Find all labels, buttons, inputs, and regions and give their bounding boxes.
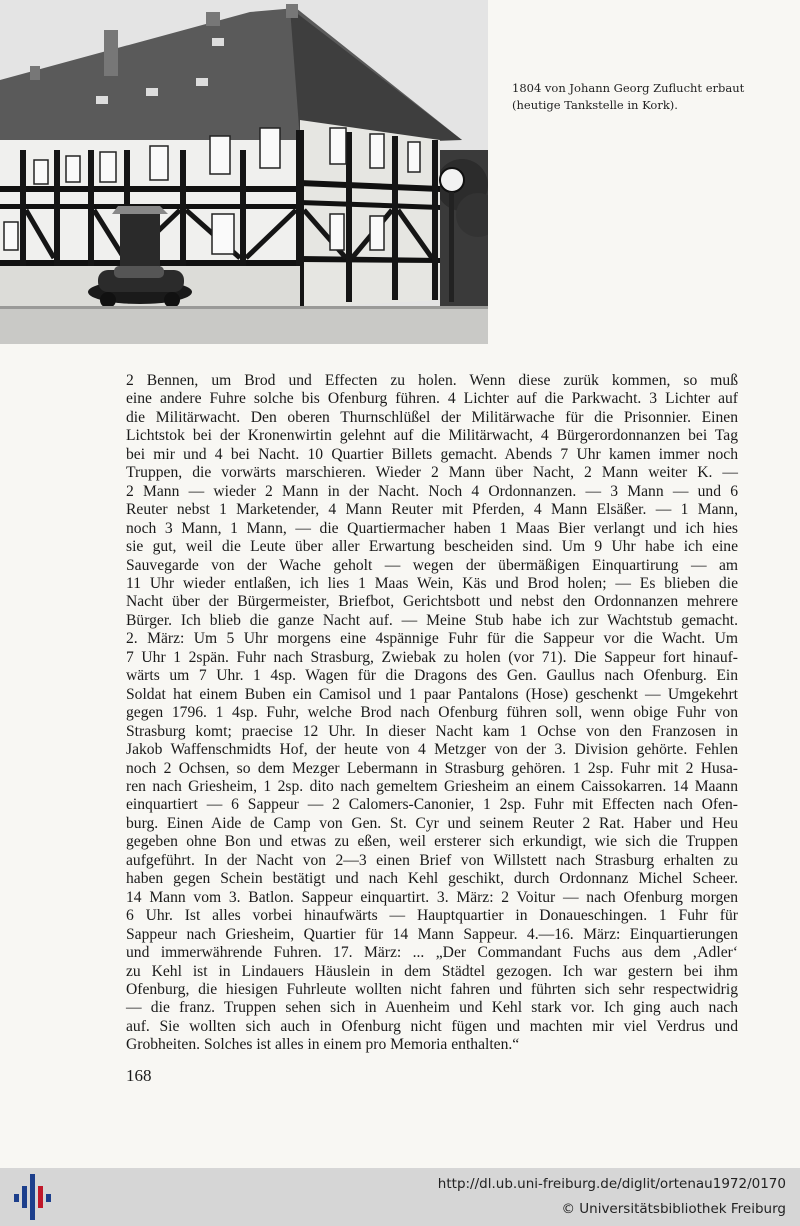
text-line: 6 Uhr. Ist alles vorbei hinaufwärts — Hauptquartier in Donaueschingen. 1 Fuhr für <box>126 907 738 925</box>
text-line: Lichtstok bei der Kronenwirtin gelehnt auf die Militärwacht, 4 Bürgerordonnanzen bei Tag <box>126 427 738 445</box>
text-line: aufgeführt. In der Nacht von 2—3 einen Brief von Willstett nach Strasburg erhalten zu <box>126 851 738 869</box>
photo-caption <box>512 80 782 114</box>
library-logo-icon <box>12 1174 52 1220</box>
text-line: wärts um 7 Uhr. 1 4sp. Wagen für die Dragons des Gen. Gaullus nach Ofenburg. Ein <box>126 667 738 685</box>
text-line: haben gegen Schein bestätigt und nach Kehl geschikt, durch Ordonnanz Michel Scheer. <box>126 870 738 888</box>
page-number: 168 <box>126 1066 152 1085</box>
text-line: noch 3 Mann, 1 Mann, — die Quartiermacher haben 1 Maas Bier verlangt und ich hies <box>126 519 738 537</box>
text-line: 2. März: Um 5 Uhr morgens eine 4spännige Fuhr für die Sappeur vor die Wacht. Um <box>126 630 738 648</box>
text-line: Bürger. Ich blieb die ganze Nacht auf. — Meine Stub habe ich zur Wachtstub gemacht. <box>126 611 738 629</box>
text-line: bei mir und 4 bei Nacht. 10 Quartier Billets gemacht. Abends 7 Uhr kamen immer noch <box>126 445 738 463</box>
building-photo <box>0 0 488 344</box>
document-url-link[interactable]: http://dl.ub.uni-freiburg.de/diglit/ortenau1972/0170 <box>437 1176 786 1192</box>
caption-line-2: (heutige Tankstelle in Kork). <box>512 98 678 112</box>
text-line: Strasburg komt; praecise 12 Uhr. In dieser Nacht kam 1 Ochse von den Franzosen in <box>126 722 738 740</box>
copyright-notice: © Universitätsbibliothek Freiburg <box>561 1201 786 1217</box>
text-line: Ofenburg, die hiesigen Fuhrleute wollten nicht fahren und führten sich sehr respectwidrig <box>126 980 738 998</box>
text-line: eine andere Fuhre solche bis Ofenburg führen. 4 Lichter auf die Parkwacht. 3 Lichter auf <box>126 390 738 408</box>
text-line: die Militärwacht. Den oberen Thurnschlüßel der Militärwache für die Prisonnier. Einen <box>126 408 738 426</box>
text-line: Grobheiten. Solches ist alles in einem pro Memoria enthalten.“ <box>126 1036 520 1054</box>
text-line: 11 Uhr wieder entlaßen, ich lies 1 Maas Wein, Käs und Brod holen; — Es blieben die <box>126 574 738 592</box>
text-line: Sappeur nach Griesheim, Quartier für 14 Mann Sappeur. 4.—16. März: Einquartierungen <box>126 925 738 943</box>
text-line: 2 Bennen, um Brod und Effecten zu holen. Wenn diese zurük kommen, so muß <box>126 372 738 389</box>
text-line: burg. Einen Aide de Camp von Gen. St. Cyr und seinem Reuter 2 Rat. Haber und Heu <box>126 814 738 832</box>
text-line: 7 Uhr 1 2spän. Fuhr nach Strasburg, Zwiebak zu holen (vor 71). Die Sappeur fort hinauf- <box>126 648 738 666</box>
text-line: sie gut, weil die Leute über aller Erwartung bescheiden sind. Um 9 Uhr habe ich eine <box>126 538 738 556</box>
text-line: Sauvegarde von der Wache geholt — wegen der übermäßigen Einquartirung — am <box>126 556 738 574</box>
text-line: und immerwährende Fuhren. 17. März: ... „Der Commandant Fuchs aus dem ‚Adler‘ <box>126 944 738 962</box>
text-line: 2 Mann — wieder 2 Mann in der Nacht. Noch 4 Ordonnanzen. — 3 Mann — und 6 <box>126 482 738 500</box>
text-line: noch 2 Ochsen, so dem Mezger Lebermann in Strasburg gehören. 1 2sp. Fuhr mit 2 Husa- <box>126 759 738 777</box>
text-line: Jakob Waffenschmidts Hof, der heute von 4 Metzger von der 3. Division gehörte. Fehlen <box>126 741 738 759</box>
text-line: Reuter nebst 1 Marketender, 4 Mann Reuter mit Pferden, 4 Mann Elsäßer. — 1 Mann, <box>126 501 738 519</box>
text-line: Nacht über der Bürgermeister, Briefbot, Gerichtsbott und nebst den Ordonnanzen mehrere <box>126 593 738 611</box>
text-line: einquartiert — 6 Sappeur — 2 Calomers-Canonier, 1 2sp. Fuhr mit Effecten nach Ofen- <box>126 796 738 814</box>
caption-line-1: 1804 von Johann Georg Zuflucht erbaut <box>512 81 745 95</box>
text-line: zu Kehl ist in Lindauers Häuslein in dem Städtel gezogen. Ich war gestern bei ihm <box>126 962 738 980</box>
body-text <box>126 372 738 1055</box>
text-line: ren nach Griesheim, 1 2sp. dito nach gemeltem Griesheim an einem Caissokarren. 14 Maann <box>126 777 738 795</box>
footer-bar <box>0 1168 800 1226</box>
text-line: auf. Sie wollten sich auch in Ofenburg nicht fügen und machten mir viel Verdrus und <box>126 1017 738 1035</box>
text-line: Truppen, die vorwärts marschieren. Wieder 2 Mann über Nacht, 2 Mann weiter K. — <box>126 464 738 482</box>
text-line: gegeben ohne Bon und etwas zu eßen, weil ersterer sich erkundigt, wie sich die Truppen <box>126 833 738 851</box>
text-line: Soldat hat einem Buben ein Camisol und 1 paar Pantalons (Hose) geschenkt — Umgekehrt <box>126 685 738 703</box>
text-line: gegen 1796. 1 4sp. Fuhr, welche Brod nach Ofenburg führen soll, wenn obige Fuhr von <box>126 704 738 722</box>
text-line: — die franz. Truppen sehen sich in Auenheim und Kehl stark vor. Ich ging auch nach <box>126 999 738 1017</box>
text-line: 14 Mann vom 3. Batlon. Sappeur einquartirt. 3. März: 2 Voitur — nach Ofenburg morgen <box>126 888 738 906</box>
